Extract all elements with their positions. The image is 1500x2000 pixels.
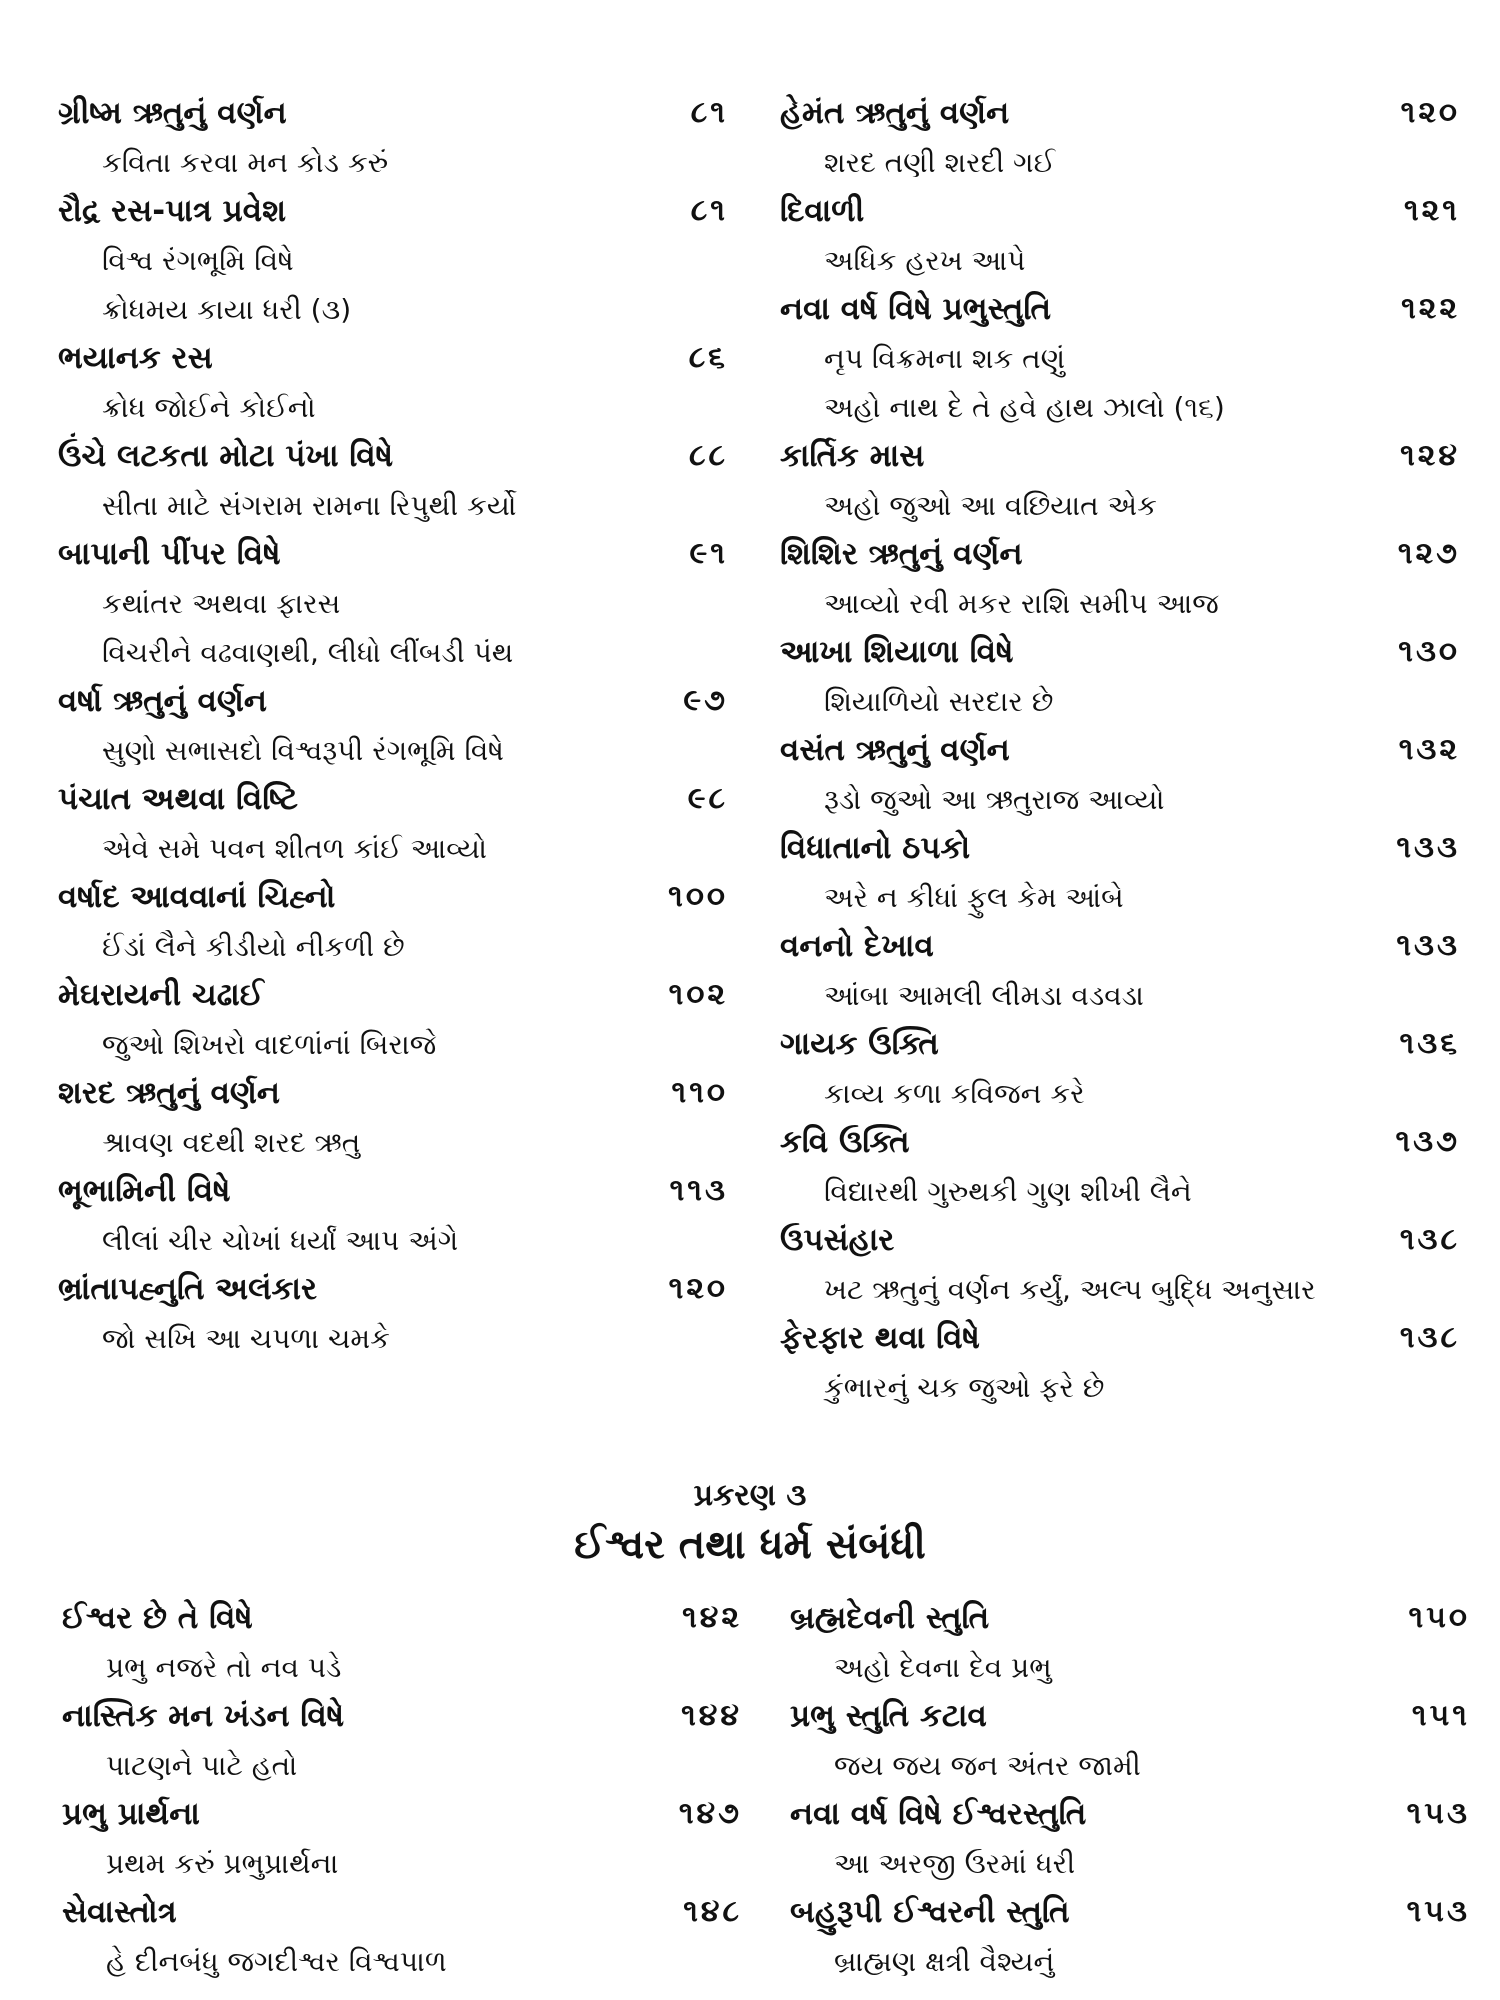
toc-entry-first-line bbox=[58, 1026, 728, 1075]
toc-entry-first-line bbox=[790, 1649, 1470, 1698]
toc-entry-title: બ્રહ્મદેવની સ્તુતિ bbox=[790, 1600, 990, 1636]
toc-entry-first-line-text: વિશ્વ રંગભૂમિ વિષે bbox=[102, 244, 294, 277]
toc-entry-first-line bbox=[780, 1369, 1460, 1418]
toc-entry-first-line-text: જો સખિ આ ચપળા ચમકે bbox=[102, 1322, 390, 1355]
toc-entry-page-number: ૧૫૦ bbox=[1408, 1600, 1470, 1635]
toc-entry-page-number: ૮૧ bbox=[690, 193, 728, 228]
toc-entry-first-line-text: અહો દેવના દેવ પ્રભુ bbox=[834, 1651, 1052, 1684]
toc-entry-page-number: ૮૧ bbox=[690, 95, 728, 130]
toc-entry bbox=[58, 536, 728, 585]
toc-entry-first-line-text: જુઓ શિખરો વાદળાંનાં બિરાજે bbox=[102, 1028, 437, 1061]
toc-entry-title: કાર્તિક માસ bbox=[780, 438, 925, 474]
toc-entry-first-line bbox=[58, 291, 728, 340]
toc-entry bbox=[58, 193, 728, 242]
toc-entry-first-line bbox=[62, 1943, 742, 1992]
toc-entry-title: હેમંત ઋતુનું વર્ણન bbox=[780, 95, 1010, 131]
toc-entry-first-line bbox=[58, 389, 728, 438]
toc-top-right-column bbox=[780, 95, 1460, 1418]
toc-entry bbox=[58, 340, 728, 389]
toc-entry-first-line bbox=[780, 781, 1460, 830]
toc-entry-first-line bbox=[780, 144, 1460, 193]
toc-entry bbox=[780, 928, 1460, 977]
toc-entry-title: વર્ષા ઋતુનું વર્ણન bbox=[58, 683, 268, 719]
toc-entry-page-number: ૮૬ bbox=[688, 340, 728, 375]
toc-entry-page-number: ૧૨૧ bbox=[1403, 193, 1460, 228]
toc-entry-first-line-text: શ્રાવણ વદથી શરદ ઋતુ bbox=[102, 1126, 361, 1159]
toc-entry-first-line bbox=[780, 879, 1460, 928]
toc-entry bbox=[780, 193, 1460, 242]
toc-entry-first-line-text: લીલાં ચીર ચોખાં ધર્યાં આપ અંગે bbox=[102, 1224, 459, 1257]
toc-entry-first-line-text: પાટણને પાટે હતો bbox=[106, 1749, 298, 1782]
toc-entry-first-line-text: જય જય જન અંતર જામી bbox=[834, 1749, 1141, 1782]
toc-entry-page-number: ૯૮ bbox=[687, 781, 728, 816]
toc-entry-first-line-text: ખટ ઋતુનું વર્ણન કર્યું, અલ્પ બુદ્ધિ અનુસાર bbox=[824, 1273, 1316, 1306]
toc-entry-first-line bbox=[790, 1845, 1470, 1894]
toc-entry-first-line-text: ઈંડાં લૈને કીડીયો નીકળી છે bbox=[102, 930, 405, 963]
toc-entry-first-line bbox=[780, 683, 1460, 732]
toc-entry bbox=[58, 879, 728, 928]
toc-entry-first-line-text: સુણો સભાસદો વિશ્વરૂપી રંગભૂમિ વિષે bbox=[102, 734, 504, 767]
toc-entry-first-line-text: પ્રથમ કરું પ્રભુપ્રાર્થના bbox=[106, 1847, 339, 1880]
toc-entry-page-number: ૧૪૨ bbox=[682, 1600, 742, 1635]
toc-entry-first-line-text: કાવ્ય કળા કવિજન કરે bbox=[824, 1077, 1085, 1110]
toc-top-left-column bbox=[58, 95, 728, 1369]
toc-entry-first-line bbox=[58, 732, 728, 781]
toc-entry-first-line-text: આવ્યો રવી મકર રાશિ સમીપ આજ bbox=[824, 587, 1219, 620]
toc-entry-page-number: ૧૫૩ bbox=[1406, 1894, 1470, 1929]
toc-entry-page-number: ૧૪૭ bbox=[678, 1796, 742, 1831]
toc-entry bbox=[790, 1698, 1470, 1747]
toc-entry-title: વિધાતાનો ઠપકો bbox=[780, 830, 971, 866]
toc-entry bbox=[62, 1894, 742, 1943]
toc-entry-first-line-text: ક્રોધમય કાયા ધરી (૩) bbox=[102, 293, 352, 326]
toc-entry-page-number: ૧૧૦ bbox=[671, 1075, 728, 1110]
toc-entry-title: બાપાની પીંપર વિષે bbox=[58, 536, 281, 572]
toc-entry-first-line-text: કથાંતર અથવા ફારસ bbox=[102, 587, 341, 620]
toc-entry-first-line bbox=[780, 1075, 1460, 1124]
toc-entry-first-line-text: વિચરીને વઢવાણથી, લીધો લીંબડી પંથ bbox=[102, 636, 514, 669]
toc-entry-title: ગ્રીષ્મ ઋતુનું વર્ણન bbox=[58, 95, 287, 131]
toc-entry-page-number: ૧૨૭ bbox=[1397, 536, 1460, 571]
toc-entry-page-number: ૧૫૩ bbox=[1406, 1796, 1470, 1831]
toc-entry-first-line bbox=[62, 1747, 742, 1796]
toc-entry bbox=[780, 1124, 1460, 1173]
toc-entry-page-number: ૯૧ bbox=[689, 536, 728, 571]
toc-entry-title: ભ્રાંતાપહ્નુતિ અલંકાર bbox=[58, 1271, 318, 1307]
toc-entry-first-line-text: નૃપ વિક્રમના શક તણું bbox=[824, 342, 1066, 375]
toc-entry-page-number: ૧૪૪ bbox=[681, 1698, 742, 1733]
toc-entry-title: નાસ્તિક મન ખંડન વિષે bbox=[62, 1698, 345, 1734]
toc-entry-first-line-text: આંબા આમલી લીમડા વડવડા bbox=[824, 979, 1144, 1012]
toc-entry bbox=[58, 95, 728, 144]
toc-entry-title: નવા વર્ષ વિષે ઈશ્વરસ્તુતિ bbox=[790, 1796, 1087, 1832]
toc-entry-first-line-text: રૂડો જુઓ આ ઋતુરાજ આવ્યો bbox=[824, 783, 1165, 816]
toc-entry-first-line-text: શરદ તણી શરદી ગઈ bbox=[824, 146, 1056, 179]
toc-entry-first-line-text: શિયાળિયો સરદાર છે bbox=[824, 685, 1054, 718]
toc-entry bbox=[58, 781, 728, 830]
toc-entry-title: વર્ષાદ આવવાનાં ચિહ્નો bbox=[58, 879, 336, 915]
toc-entry-title: ફેરફાર થવા વિષે bbox=[780, 1320, 980, 1356]
toc-entry-first-line bbox=[780, 1173, 1460, 1222]
toc-bottom-left-column bbox=[62, 1600, 742, 1992]
toc-entry-first-line bbox=[780, 585, 1460, 634]
toc-entry-first-line bbox=[58, 1124, 728, 1173]
toc-bottom-right-column bbox=[790, 1600, 1470, 1992]
toc-entry-page-number: ૧૩૮ bbox=[1399, 1222, 1460, 1257]
toc-entry bbox=[790, 1894, 1470, 1943]
toc-entry bbox=[58, 1173, 728, 1222]
toc-entry bbox=[790, 1796, 1470, 1845]
toc-entry-first-line bbox=[58, 144, 728, 193]
toc-entry-title: વસંત ઋતુનું વર્ણન bbox=[780, 732, 1010, 768]
chapter-heading: ઈશ્વર તથા ધર્મ સંબંધી bbox=[574, 1522, 926, 1568]
toc-entry-page-number: ૧૩૭ bbox=[1395, 1124, 1460, 1159]
toc-entry-page-number: ૧૨૨ bbox=[1401, 291, 1460, 326]
toc-entry-page-number: ૧૫૧ bbox=[1411, 1698, 1470, 1733]
toc-entry-title: રૌદ્ર રસ-પાત્ર પ્રવેશ bbox=[58, 193, 287, 229]
toc-entry-title: ભયાનક રસ bbox=[58, 340, 213, 376]
toc-entry-title: આખા શિયાળા વિષે bbox=[780, 634, 1014, 670]
toc-entry-first-line bbox=[780, 977, 1460, 1026]
toc-entry-page-number: ૯૭ bbox=[683, 683, 728, 718]
toc-entry-first-line bbox=[58, 830, 728, 879]
toc-entry-page-number: ૧૩૬ bbox=[1399, 1026, 1460, 1061]
toc-entry bbox=[780, 634, 1460, 683]
toc-entry-first-line-text: અધિક હરખ આપે bbox=[824, 244, 1026, 277]
toc-entry-first-line-text: અહો નાથ દે તે હવે હાથ ઝાલો (૧૬) bbox=[824, 391, 1225, 424]
toc-entry bbox=[780, 536, 1460, 585]
toc-entry-page-number: ૧૧૩ bbox=[669, 1173, 728, 1208]
toc-entry-first-line bbox=[58, 634, 728, 683]
toc-entry-first-line-text: પ્રભુ નજરે તો નવ પડે bbox=[106, 1651, 342, 1684]
toc-entry-first-line-text: આ અરજી ઉરમાં ધરી bbox=[834, 1847, 1076, 1880]
toc-entry-title: શિશિર ઋતુનું વર્ણન bbox=[780, 536, 1023, 572]
toc-entry-title: બહુરૂપી ઈશ્વરની સ્તુતિ bbox=[790, 1894, 1070, 1930]
toc-entry-title: મેઘરાયની ચઢાઈ bbox=[58, 977, 264, 1013]
toc-entry-page-number: ૧૨૪ bbox=[1400, 438, 1460, 473]
toc-entry-first-line bbox=[58, 928, 728, 977]
toc-entry-page-number: ૧૨૦ bbox=[1400, 95, 1460, 130]
toc-entry bbox=[780, 291, 1460, 340]
toc-entry bbox=[780, 1222, 1460, 1271]
toc-entry-first-line-text: હે દીનબંધુ જગદીશ્વર વિશ્વપાળ bbox=[106, 1945, 447, 1978]
toc-entry-page-number: ૧૩૦ bbox=[1398, 634, 1460, 669]
toc-entry-first-line bbox=[780, 1271, 1460, 1320]
toc-entry-page-number: ૧૦૨ bbox=[668, 977, 728, 1012]
toc-entry-title: પંચાત અથવા વિષ્ટિ bbox=[58, 781, 298, 817]
toc-entry-first-line bbox=[790, 1943, 1470, 1992]
toc-entry-first-line bbox=[62, 1649, 742, 1698]
toc-entry bbox=[62, 1796, 742, 1845]
toc-entry-first-line bbox=[58, 585, 728, 634]
toc-entry bbox=[58, 1075, 728, 1124]
toc-entry-title: શરદ ઋતુનું વર્ણન bbox=[58, 1075, 281, 1111]
toc-entry-page-number: ૧૪૮ bbox=[683, 1894, 742, 1929]
toc-entry bbox=[62, 1600, 742, 1649]
toc-entry bbox=[780, 830, 1460, 879]
toc-entry-first-line-text: કવિતા કરવા મન કોડ કરું bbox=[102, 146, 389, 179]
toc-entry-first-line-text: કુંભારનું ચક જુઓ ફરે છે bbox=[824, 1371, 1105, 1404]
toc-entry-title: પ્રભુ પ્રાર્થના bbox=[62, 1796, 200, 1832]
toc-entry-page-number: ૧૦૦ bbox=[668, 879, 728, 914]
toc-entry-page-number: ૧૨૦ bbox=[668, 1271, 728, 1306]
toc-entry-title: ઉંચે લટકતા મોટા પંખા વિષે bbox=[58, 438, 394, 474]
toc-entry-first-line bbox=[58, 1320, 728, 1369]
toc-entry-first-line-text: અરે ન કીધાં ફુલ કેમ આંબે bbox=[824, 881, 1124, 914]
toc-entry-title: વનનો દેખાવ bbox=[780, 928, 934, 964]
toc-entry bbox=[58, 683, 728, 732]
toc-entry-first-line-text: એવે સમે પવન શીતળ કાંઈ આવ્યો bbox=[102, 832, 487, 865]
toc-entry-first-line-text: સીતા માટે સંગરામ રામના રિપુથી કર્યો bbox=[102, 489, 517, 522]
toc-entry bbox=[780, 95, 1460, 144]
toc-entry bbox=[62, 1698, 742, 1747]
toc-entry-title: કવિ ઉક્તિ bbox=[780, 1124, 910, 1160]
toc-entry-first-line-text: અહો જુઓ આ વછિયાત એક bbox=[824, 489, 1157, 522]
toc-entry-title: દિવાળી bbox=[780, 193, 865, 229]
toc-entry bbox=[780, 732, 1460, 781]
toc-entry-page-number: ૧૩૮ bbox=[1399, 1320, 1460, 1355]
toc-entry bbox=[58, 438, 728, 487]
toc-entry-first-line bbox=[780, 487, 1460, 536]
toc-entry-title: પ્રભુ સ્તુતિ કટાવ bbox=[790, 1698, 987, 1734]
toc-entry-first-line-text: ક્રોધ જોઈને કોઈનો bbox=[102, 391, 316, 424]
chapter-label: પ્રકરણ ૩ bbox=[693, 1478, 807, 1513]
toc-entry-first-line bbox=[58, 242, 728, 291]
toc-entry bbox=[780, 1320, 1460, 1369]
toc-entry-first-line bbox=[780, 340, 1460, 389]
toc-entry-first-line bbox=[780, 389, 1460, 438]
toc-entry bbox=[58, 1271, 728, 1320]
toc-entry-first-line-text: બ્રાહ્મણ ક્ષત્રી વૈશ્યનું bbox=[834, 1945, 1055, 1978]
toc-entry-title: નવા વર્ષ વિષે પ્રભુસ્તુતિ bbox=[780, 291, 1052, 327]
toc-entry-first-line bbox=[58, 487, 728, 536]
toc-entry-title: સેવાસ્તોત્ર bbox=[62, 1894, 177, 1930]
toc-entry-first-line bbox=[58, 1222, 728, 1271]
toc-entry-title: ઉપસંહાર bbox=[780, 1222, 895, 1258]
toc-entry bbox=[58, 977, 728, 1026]
toc-entry bbox=[790, 1600, 1470, 1649]
toc-entry-first-line bbox=[62, 1845, 742, 1894]
toc-entry-first-line-text: વિદ્યારથી ગુરુથકી ગુણ શીખી લૈને bbox=[824, 1175, 1192, 1208]
toc-entry-page-number: ૮૮ bbox=[689, 438, 728, 473]
toc-entry-title: ભૂભામિની વિષે bbox=[58, 1173, 231, 1209]
toc-entry-page-number: ૧૩૩ bbox=[1396, 928, 1460, 963]
toc-entry-title: ઈશ્વર છે તે વિષે bbox=[62, 1600, 253, 1636]
toc-entry-title: ગાયક ઉક્તિ bbox=[780, 1026, 939, 1062]
toc-entry-page-number: ૧૩૨ bbox=[1398, 732, 1460, 767]
toc-entry-first-line bbox=[790, 1747, 1470, 1796]
toc-entry bbox=[780, 1026, 1460, 1075]
toc-entry-first-line bbox=[780, 242, 1460, 291]
toc-entry bbox=[780, 438, 1460, 487]
toc-entry-page-number: ૧૩૩ bbox=[1396, 830, 1460, 865]
